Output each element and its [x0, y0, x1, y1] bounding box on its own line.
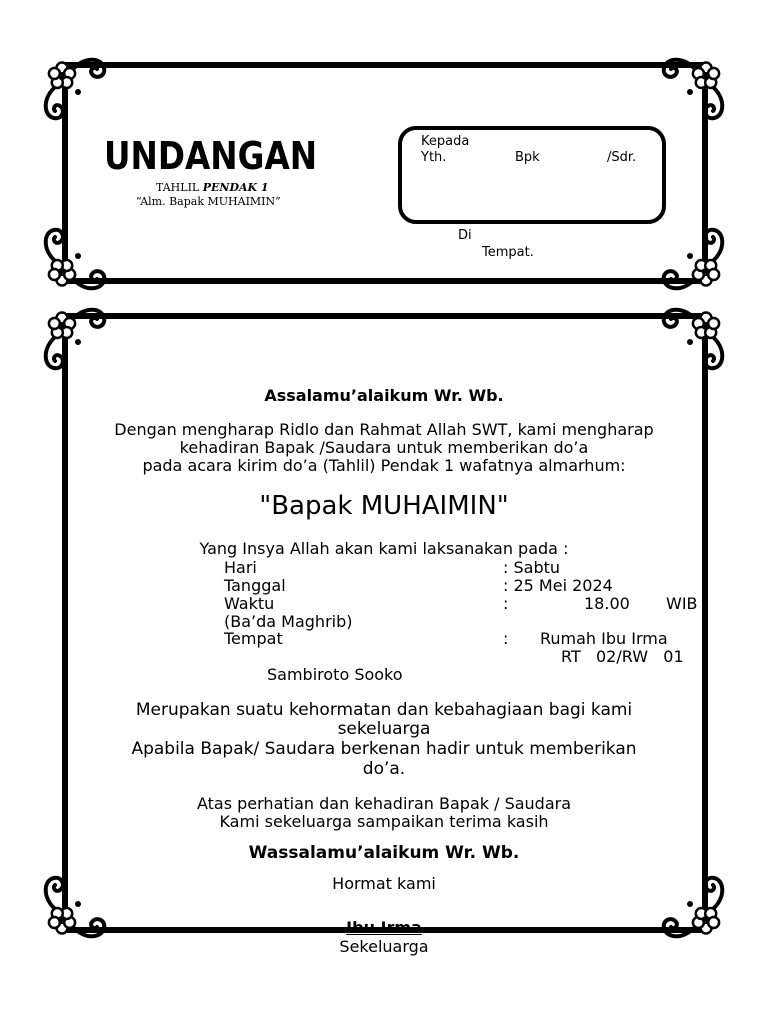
signer-name: Ibu Irma [346, 918, 422, 937]
waktu-label: Waktu [224, 594, 275, 613]
hari-label: Hari [224, 558, 257, 577]
thanks-line-1: Atas perhatian dan kehadiran Bapak / Saudara [196, 794, 572, 813]
tempat-rt-rw: RT 02/RW 01 [561, 647, 684, 666]
corner-ornament-icon [40, 54, 112, 126]
greeting: Assalamu’alaikum Wr. Wb. [264, 386, 504, 405]
address-kepada: Kepada [421, 134, 470, 149]
address-tempat: Tempat. [482, 245, 534, 260]
intro-line-2: kehadiran Bapak /Saudara untuk memberikan do’a [179, 438, 589, 457]
waktu-unit: WIB [666, 594, 698, 613]
tempat-label: Tempat [224, 629, 283, 648]
intro-line-1: Dengan mengharap Ridlo dan Rahmat Allah SWT, kami mengharap [114, 420, 654, 439]
tanggal-value: : 25 Mei 2024 [503, 576, 613, 595]
invitation-subtitle [156, 181, 269, 194]
waktu-note: (Ba’da Maghrib) [224, 612, 353, 631]
schedule-intro: Yang Insya Allah akan kami laksanakan pada : [199, 539, 569, 558]
corner-ornament-icon [40, 222, 112, 294]
subtitle-prefix: TAHLIL [156, 181, 200, 194]
address-sdr: /Sdr. [607, 150, 637, 165]
hari-value: : Sabtu [503, 558, 561, 577]
intro-line-3: pada acara kirim do’a (Tahlil) Pendak 1 wafatnya almarhum: [142, 456, 626, 475]
address-bpk: Bpk [515, 150, 540, 165]
corner-ornament-icon [40, 304, 112, 376]
tempat-value: Rumah Ibu Irma [540, 629, 668, 648]
waktu-value: 18.00 [584, 594, 630, 613]
closing-line-4: do’a. [362, 759, 406, 779]
tempat-village: Sambiroto Sooko [267, 665, 403, 684]
regards: Hormat kami [332, 874, 436, 893]
address-yth: Yth. [421, 150, 447, 165]
main-card-frame [62, 313, 708, 933]
address-di: Di [458, 228, 472, 243]
closing-line-2: sekeluarga [337, 719, 431, 739]
invitation-deceased-name: “Alm. Bapak MUHAIMIN” [136, 195, 281, 208]
thanks-line-2: Kami sekeluarga sampaikan terima kasih [219, 812, 549, 831]
waktu-colon: : [503, 594, 509, 613]
corner-ornament-icon [656, 222, 728, 294]
corner-ornament-icon [656, 54, 728, 126]
closing-line-3: Apabila Bapak/ Saudara berkenan hadir untuk memberikan [131, 739, 637, 759]
subtitle-emphasis: PENDAK 1 [202, 181, 269, 194]
signer-role: Sekeluarga [339, 937, 429, 956]
tempat-colon: : [503, 629, 509, 648]
tanggal-label: Tanggal [224, 576, 286, 595]
closing-line-1: Merupakan suatu kehormatan dan kebahagiaan bagi kami [135, 700, 633, 720]
farewell: Wassalamu’alaikum Wr. Wb. [248, 843, 520, 863]
invitation-title: UNDANGAN [104, 134, 318, 178]
deceased-name: "Bapak MUHAIMIN" [259, 491, 509, 521]
corner-ornament-icon [656, 304, 728, 376]
